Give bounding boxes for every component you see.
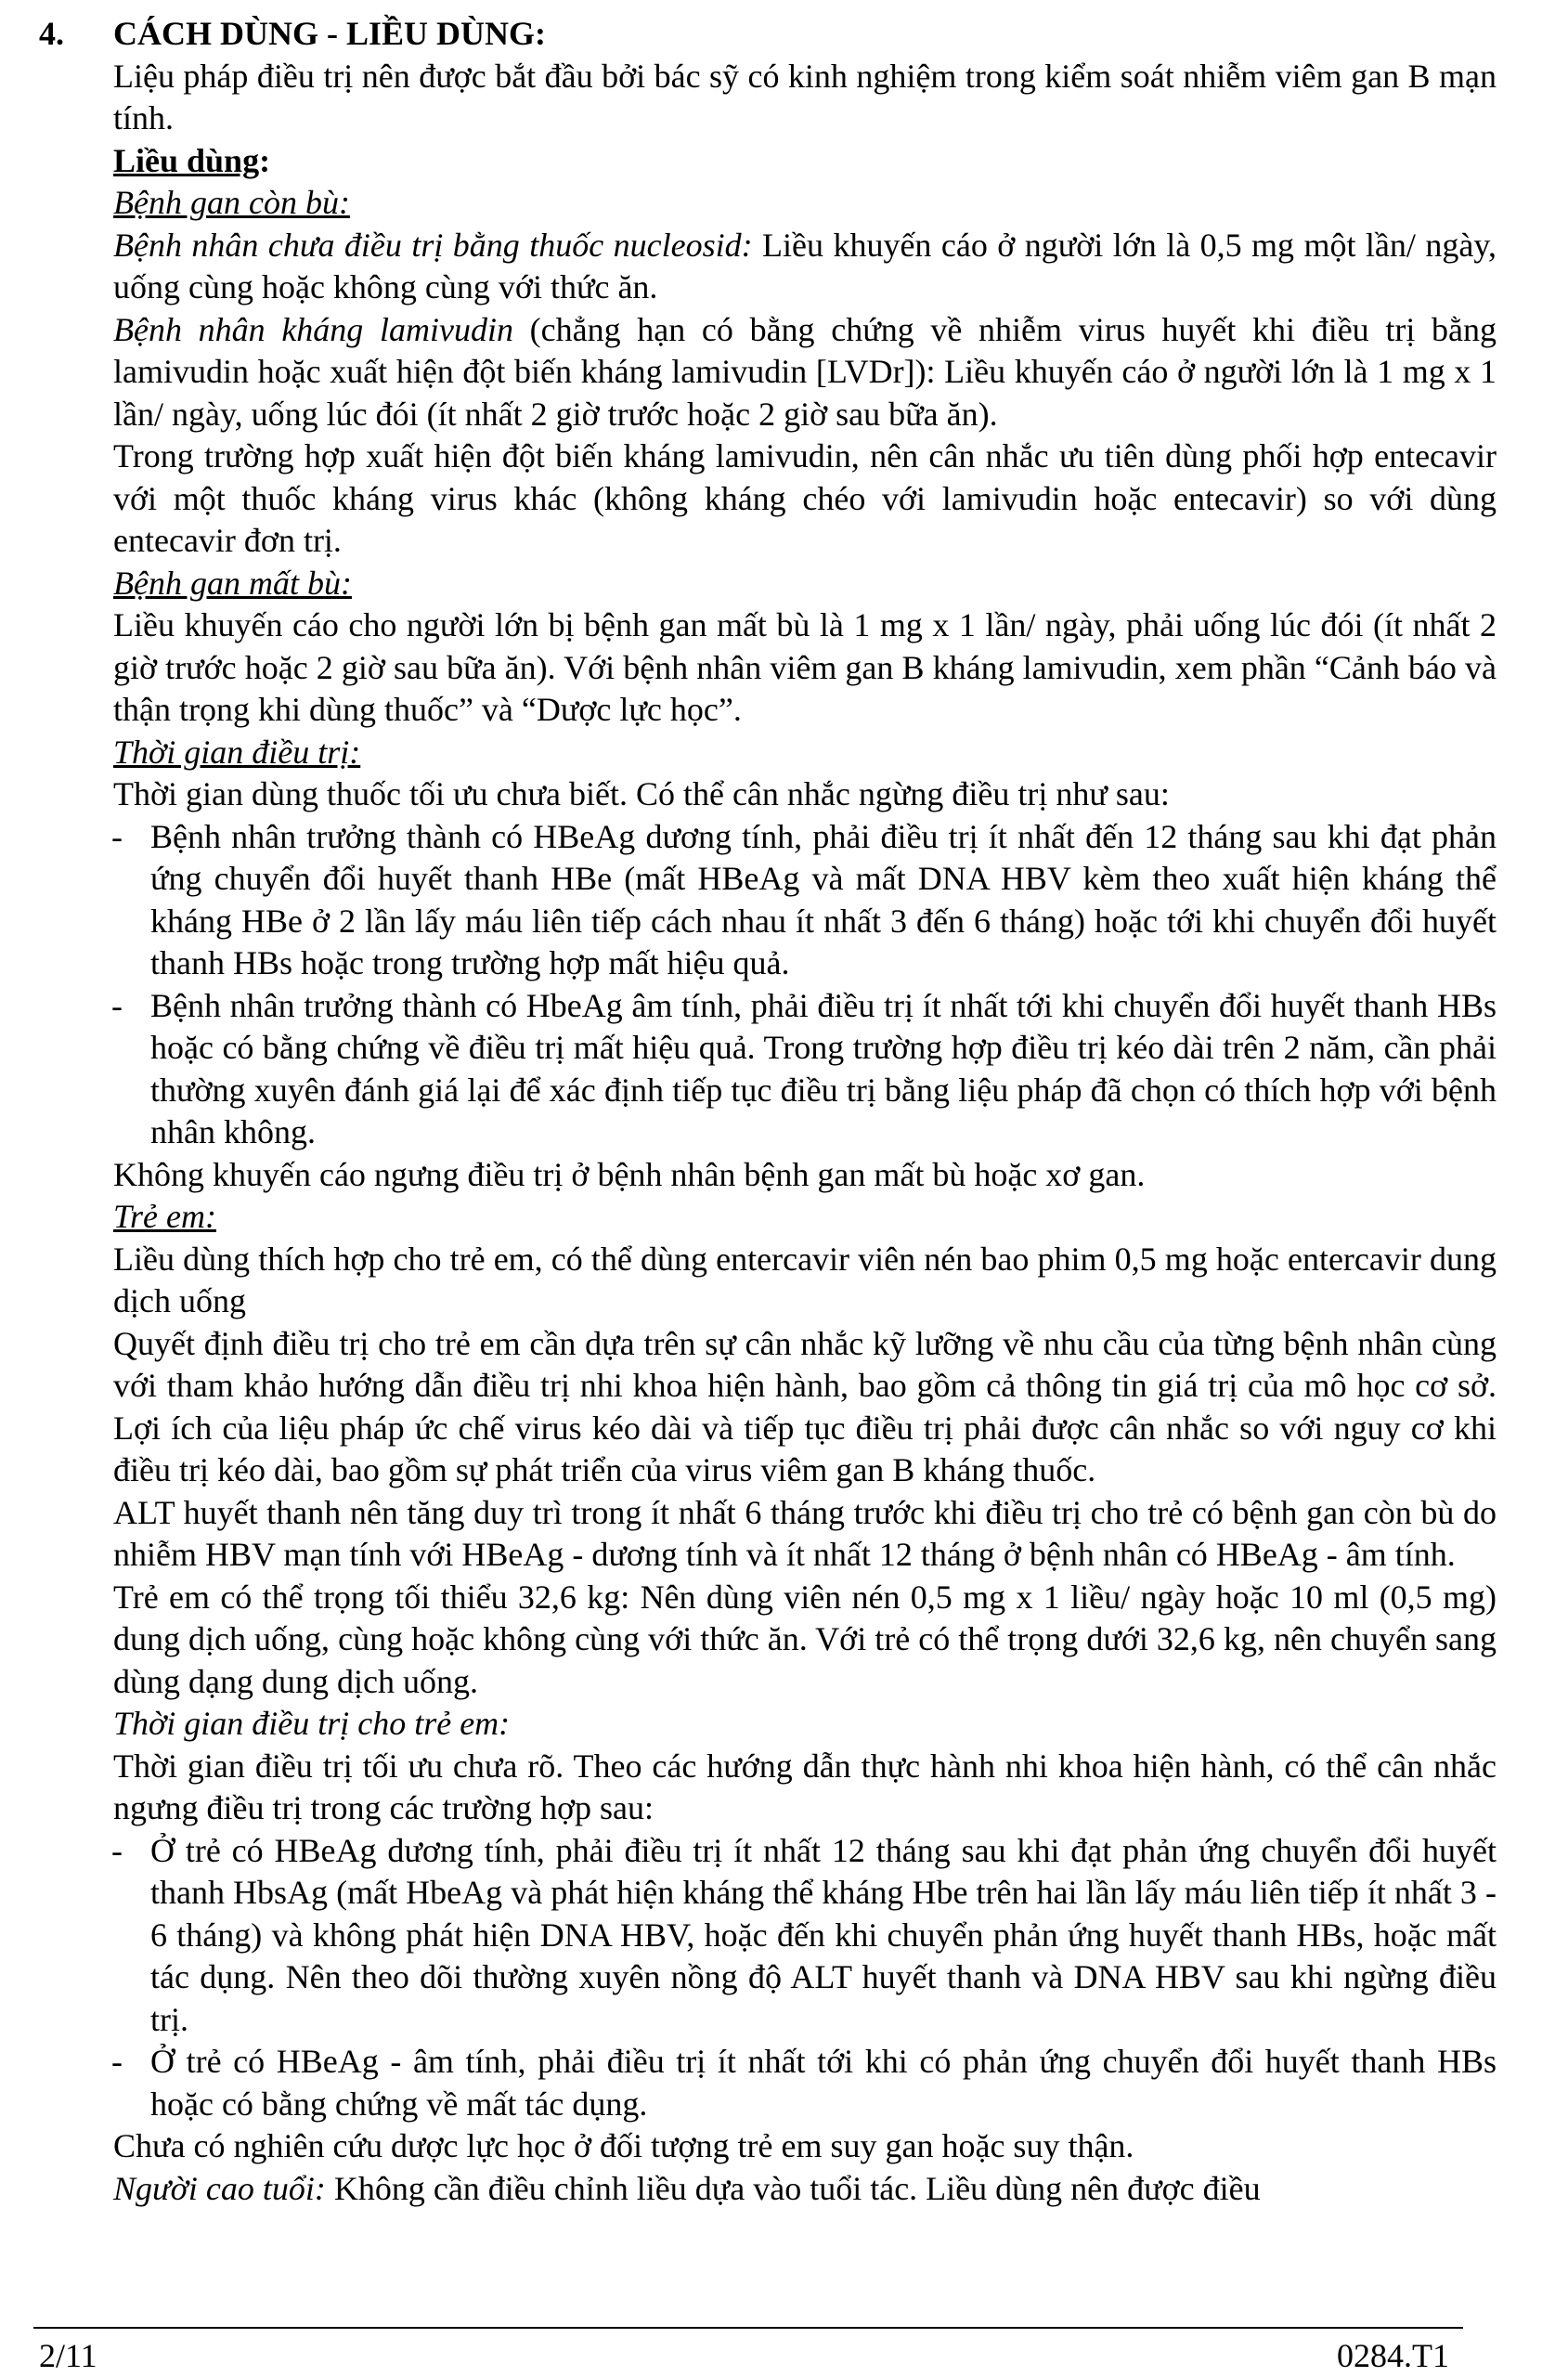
document-code: 0284.T1 [1337, 2337, 1449, 2374]
decompensated-paragraph: Liều khuyến cáo cho người lớn bị bệnh gan mất bù là 1 mg x 1 lần/ ngày, phải uống lúc đói (ít nhất 2 giờ trước hoặc 2 giờ sau bữa ăn). Với bệnh nhân viêm gan B kháng lamivudin, xem phần “Cảnh báo và thận trọng khi dùng thuốc” và “Dược lực học”. [113, 606, 1497, 728]
dosage-heading [113, 140, 1497, 183]
children-heading: Trẻ em: [113, 1198, 216, 1235]
elderly-label: Người cao tuổi: [113, 2169, 326, 2207]
resistant-label: Bệnh nhân kháng lamivudin [113, 310, 513, 348]
decompensated-heading: Bệnh gan mất bù: [113, 564, 352, 602]
children-paragraph: Quyết định điều trị cho trẻ em cần dựa trên sự cân nhắc kỹ lưỡng về nhu cầu của từng bệnh nhân cùng với tham khảo hướng dẫn điều trị nhi khoa hiện hành, bao gồm cả thông tin giá trị của mô học cơ sở. Lợi ích của liệu pháp ức chế virus kéo dài và tiếp tục điều trị phải được cân nhắc so với nguy cơ khi điều trị kéo dài, bao gồm sự phát triển của virus viêm gan B kháng thuốc. [113, 1324, 1497, 1488]
compensated-heading: Bệnh gan còn bù: [113, 184, 350, 221]
section-heading [39, 13, 1497, 56]
children-duration-bullet-text: Ở trẻ có HBeAg - âm tính, phải điều trị ít nhất tới khi có phản ứng chuyển đổi huyết thanh HBs hoặc có bằng chứng về mất tác dụng. [150, 2043, 1497, 2123]
section-title: CÁCH DÙNG - LIỀU DÙNG: [113, 15, 546, 52]
footer-divider [33, 2327, 1463, 2329]
children-duration-bullet [113, 2041, 1497, 2125]
duration-bullet [113, 985, 1497, 1154]
naive-text: Liều khuyến cáo ở người lớn là 0,5 mg một lần/ ngày, uống cùng hoặc không cùng với thức ăn. [113, 226, 1497, 305]
naive-paragraph [113, 225, 1497, 309]
children-duration-heading: Thời gian điều trị cho trẻ em: [113, 1705, 511, 1742]
children-duration-closing: Chưa có nghiên cứu dược lực học ở đối tượng trẻ em suy gan hoặc suy thận. [113, 2127, 1134, 2164]
duration-heading: Thời gian điều trị: [113, 733, 361, 771]
children-duration-bullet [113, 1830, 1497, 2042]
children-paragraph: Liều dùng thích hợp cho trẻ em, có thể dùng entercavir viên nén bao phim 0,5 mg hoặc entercavir dung dịch uống [113, 1240, 1497, 1319]
children-duration-intro: Thời gian điều trị tối ưu chưa rõ. Theo các hướng dẫn thực hành nhi khoa hiện hành, có thể cân nhắc ngưng điều trị trong các trường hợp sau: [113, 1747, 1497, 1826]
children-paragraph: Trẻ em có thể trọng tối thiểu 32,6 kg: Nên dùng viên nén 0,5 mg x 1 liều/ ngày hoặc 10 ml (0,5 mg) dung dịch uống, cùng hoặc không cùng với thức ăn. Với trẻ có thể trọng dưới 32,6 kg, nên chuyển sang dùng dạng dung dịch uống. [113, 1578, 1497, 1700]
duration-bullet-text: Bệnh nhân trưởng thành có HbeAg âm tính, phải điều trị ít nhất tới khi chuyển đổi huyết thanh HBs hoặc có bằng chứng về điều trị mất hiệu quả. Trong trường hợp điều trị kéo dài trên 2 năm, cần phải thường xuyên đánh giá lại để xác định tiếp tục điều trị bằng liệu pháp đã chọn có thích hợp với bệnh nhân không. [150, 986, 1497, 1150]
duration-closing: Không khuyến cáo ngưng điều trị ở bệnh nhân bệnh gan mất bù hoặc xơ gan. [113, 1155, 1146, 1193]
page-number: 2/11 [39, 2337, 97, 2374]
bullet-dash: - [111, 986, 123, 1024]
elderly-paragraph [113, 2168, 1497, 2211]
bullet-dash: - [111, 2043, 123, 2080]
section-number: 4. [39, 15, 64, 52]
dosage-heading-colon: : [259, 141, 271, 179]
resistant-paragraph [113, 309, 1497, 436]
intro-paragraph: Liệu pháp điều trị nên được bắt đầu bởi bác sỹ có kinh nghiệm trong kiểm soát nhiễm viêm gan B mạn tính. [113, 57, 1497, 136]
bullet-dash: - [111, 817, 123, 855]
resistant-text: (chẳng hạn có bằng chứng về nhiễm virus huyết khi điều trị bằng lamivudin hoặc xuất hiện đột biến kháng lamivudin [LVDr]): Liều khuyến cáo ở người lớn là 1 mg x 1 lần/ ngày, uống lúc đói (ít nhất 2 giờ trước hoặc 2 giờ sau bữa ăn). [113, 310, 1497, 433]
duration-intro: Thời gian dùng thuốc tối ưu chưa biết. Có thể cân nhắc ngừng điều trị như sau: [113, 775, 1170, 812]
duration-bullet [113, 816, 1497, 985]
duration-bullet-text: Bệnh nhân trưởng thành có HBeAg dương tính, phải điều trị ít nhất đến 12 tháng sau khi đạt phản ứng chuyển đổi huyết thanh HBe (mất HBeAg và mất DNA HBV kèm theo xuất hiện kháng thể kháng HBe ở 2 lần lấy máu liên tiếp cách nhau ít nhất 3 đến 6 tháng) hoặc tới khi chuyển đổi huyết thanh HBs hoặc trong trường hợp mất hiệu quả. [150, 817, 1497, 981]
dosage-heading-text: Liều dùng [113, 141, 260, 179]
document-body [39, 13, 1497, 2210]
naive-label: Bệnh nhân chưa điều trị bằng thuốc nucleosid: [113, 226, 753, 264]
children-duration-bullet-text: Ở trẻ có HBeAg dương tính, phải điều trị ít nhất 12 tháng sau khi đạt phản ứng chuyển đổi huyết thanh HbsAg (mất HbeAg và phát hiện kháng thể kháng Hbe trên hai lần lấy máu liên tiếp ít nhất 3 - 6 tháng) và không phát hiện DNA HBV, hoặc đến khi chuyển phản ứng huyết thanh HBs, hoặc mất tác dụng. Nên theo dõi thường xuyên nồng độ ALT huyết thanh và DNA HBV sau khi ngừng điều trị. [150, 1831, 1497, 2038]
bullet-dash: - [111, 1831, 123, 1869]
children-paragraph: ALT huyết thanh nên tăng duy trì trong ít nhất 6 tháng trước khi điều trị cho trẻ có bệnh gan còn bù do nhiễm HBV mạn tính với HBeAg - dương tính và ít nhất 12 tháng ở bệnh nhân có HBeAg - âm tính. [113, 1493, 1497, 1573]
combination-paragraph: Trong trường hợp xuất hiện đột biến kháng lamivudin, nên cân nhắc ưu tiên dùng phối hợp entecavir với một thuốc kháng virus khác (không kháng chéo với lamivudin hoặc entecavir) so với dùng entecavir đơn trị. [113, 437, 1497, 559]
elderly-text: Không cần điều chỉnh liều dựa vào tuổi tác. Liều dùng nên được điều [325, 2169, 1261, 2207]
